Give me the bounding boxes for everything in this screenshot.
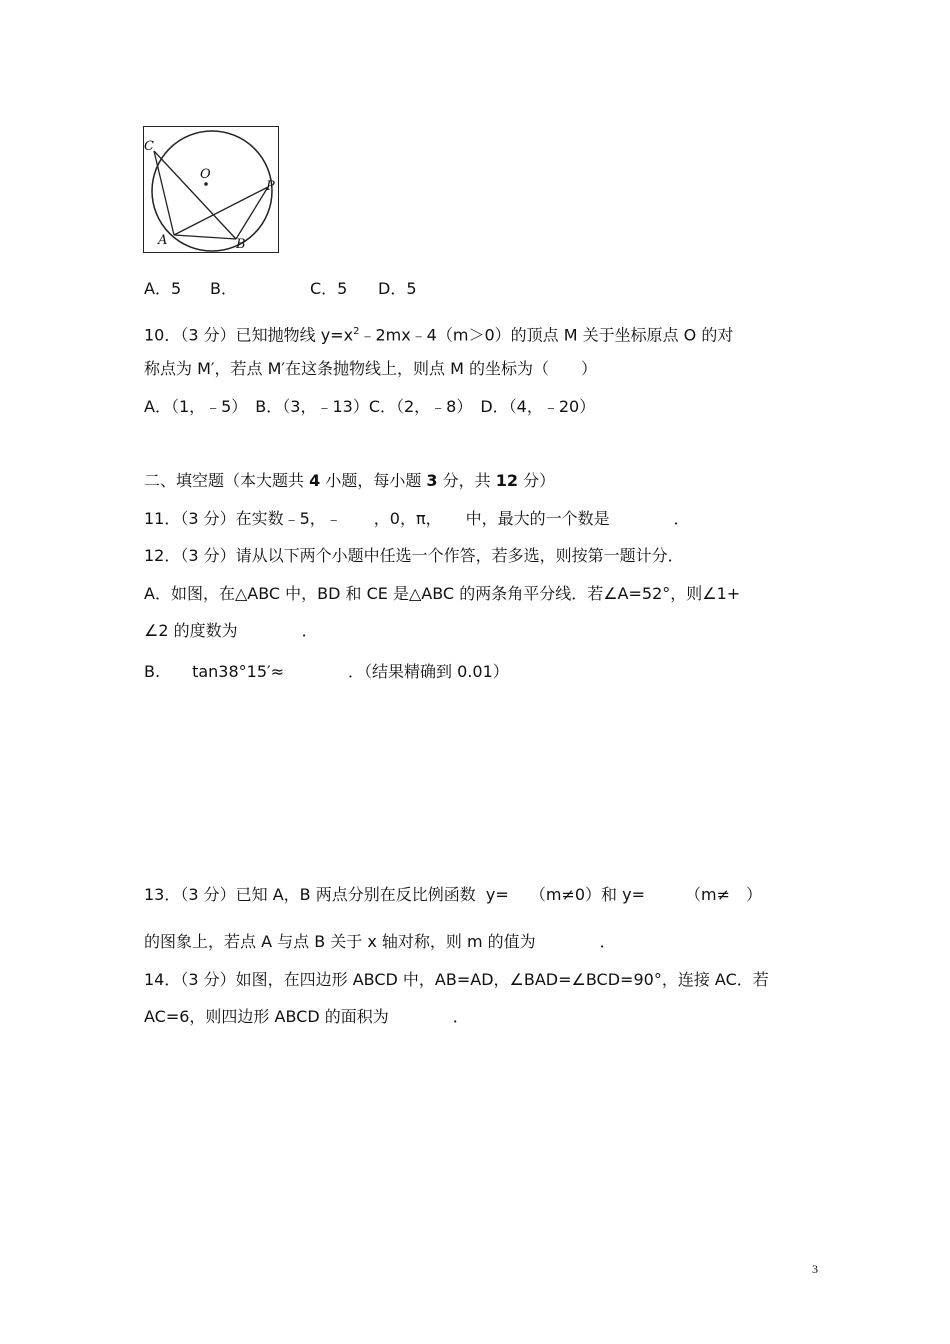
- section2-suffix: 分）: [518, 471, 556, 490]
- q12-part-a-line2: ∠2 的度数为 ．: [144, 621, 318, 640]
- label-p: P: [266, 179, 275, 194]
- q10-line1-start: 10．（3 分）已知抛物线 y=x: [144, 325, 354, 345]
- q10-superscript: 2: [353, 326, 360, 337]
- label-b: B: [236, 237, 246, 252]
- section2-count: 4: [309, 471, 321, 490]
- section2-points-each: 3: [426, 471, 438, 490]
- label-c: C: [144, 139, 154, 154]
- page-number: 3: [812, 1262, 818, 1276]
- section2-heading: [144, 470, 555, 492]
- q11-text: 11．（3 分）在实数﹣5，﹣ ，0，π， 中，最大的一个数是 ．: [144, 509, 690, 528]
- q10-line1-end: ﹣2mx﹣4（m＞0）的顶点 M 关于坐标原点 O 的对: [359, 325, 734, 345]
- q10-line2: 称点为 M′，若点 M′在这条抛物线上，则点 M 的坐标为（ ）: [144, 359, 598, 378]
- q12-line1: 12．（3 分）请从以下两个小题中任选一个作答，若多选，则按第一题计分．: [144, 546, 684, 565]
- circle-figure: [143, 126, 279, 253]
- q14-line2: AC=6，则四边形 ABCD 的面积为 ．: [144, 1007, 469, 1026]
- q10-line1: [144, 321, 733, 346]
- q9-option-c: C．5: [310, 279, 348, 298]
- section2-points-total: 12: [495, 471, 519, 490]
- q12-part-b: B. tan38°15′≈ ．（结果精确到 0.01）: [144, 662, 509, 681]
- label-a: A: [158, 233, 168, 248]
- q14-line1: 14．（3 分）如图，在四边形 ABCD 中，AB=AD，∠BAD=∠BCD=90°，连接 AC．若: [144, 970, 769, 989]
- q10-options: A．（1，﹣5） B．（3，﹣13）C．（2，﹣8） D．（4，﹣20）: [144, 397, 596, 416]
- q12-part-a-line1: A．如图，在△ABC 中，BD 和 CE 是△ABC 的两条角平分线．若∠A=52°，则∠1+: [144, 584, 741, 603]
- q9-option-d: D．5: [378, 279, 417, 298]
- q9-option-a: A．5: [144, 279, 182, 298]
- q13-line1: 13．（3 分）已知 A，B 两点分别在反比例函数 y= （m≠0）和 y= （m≠ ）: [144, 885, 762, 904]
- section2-prefix: 二、填空题（本大题共: [144, 471, 310, 490]
- q13-line2: 的图象上，若点 A 与点 B 关于 x 轴对称，则 m 的值为 ．: [144, 932, 616, 951]
- section2-mid2: 分，共: [437, 471, 496, 490]
- section2-mid1: 小题，每小题: [320, 471, 427, 490]
- q9-option-b: B．: [210, 279, 237, 298]
- label-o: O: [200, 167, 211, 182]
